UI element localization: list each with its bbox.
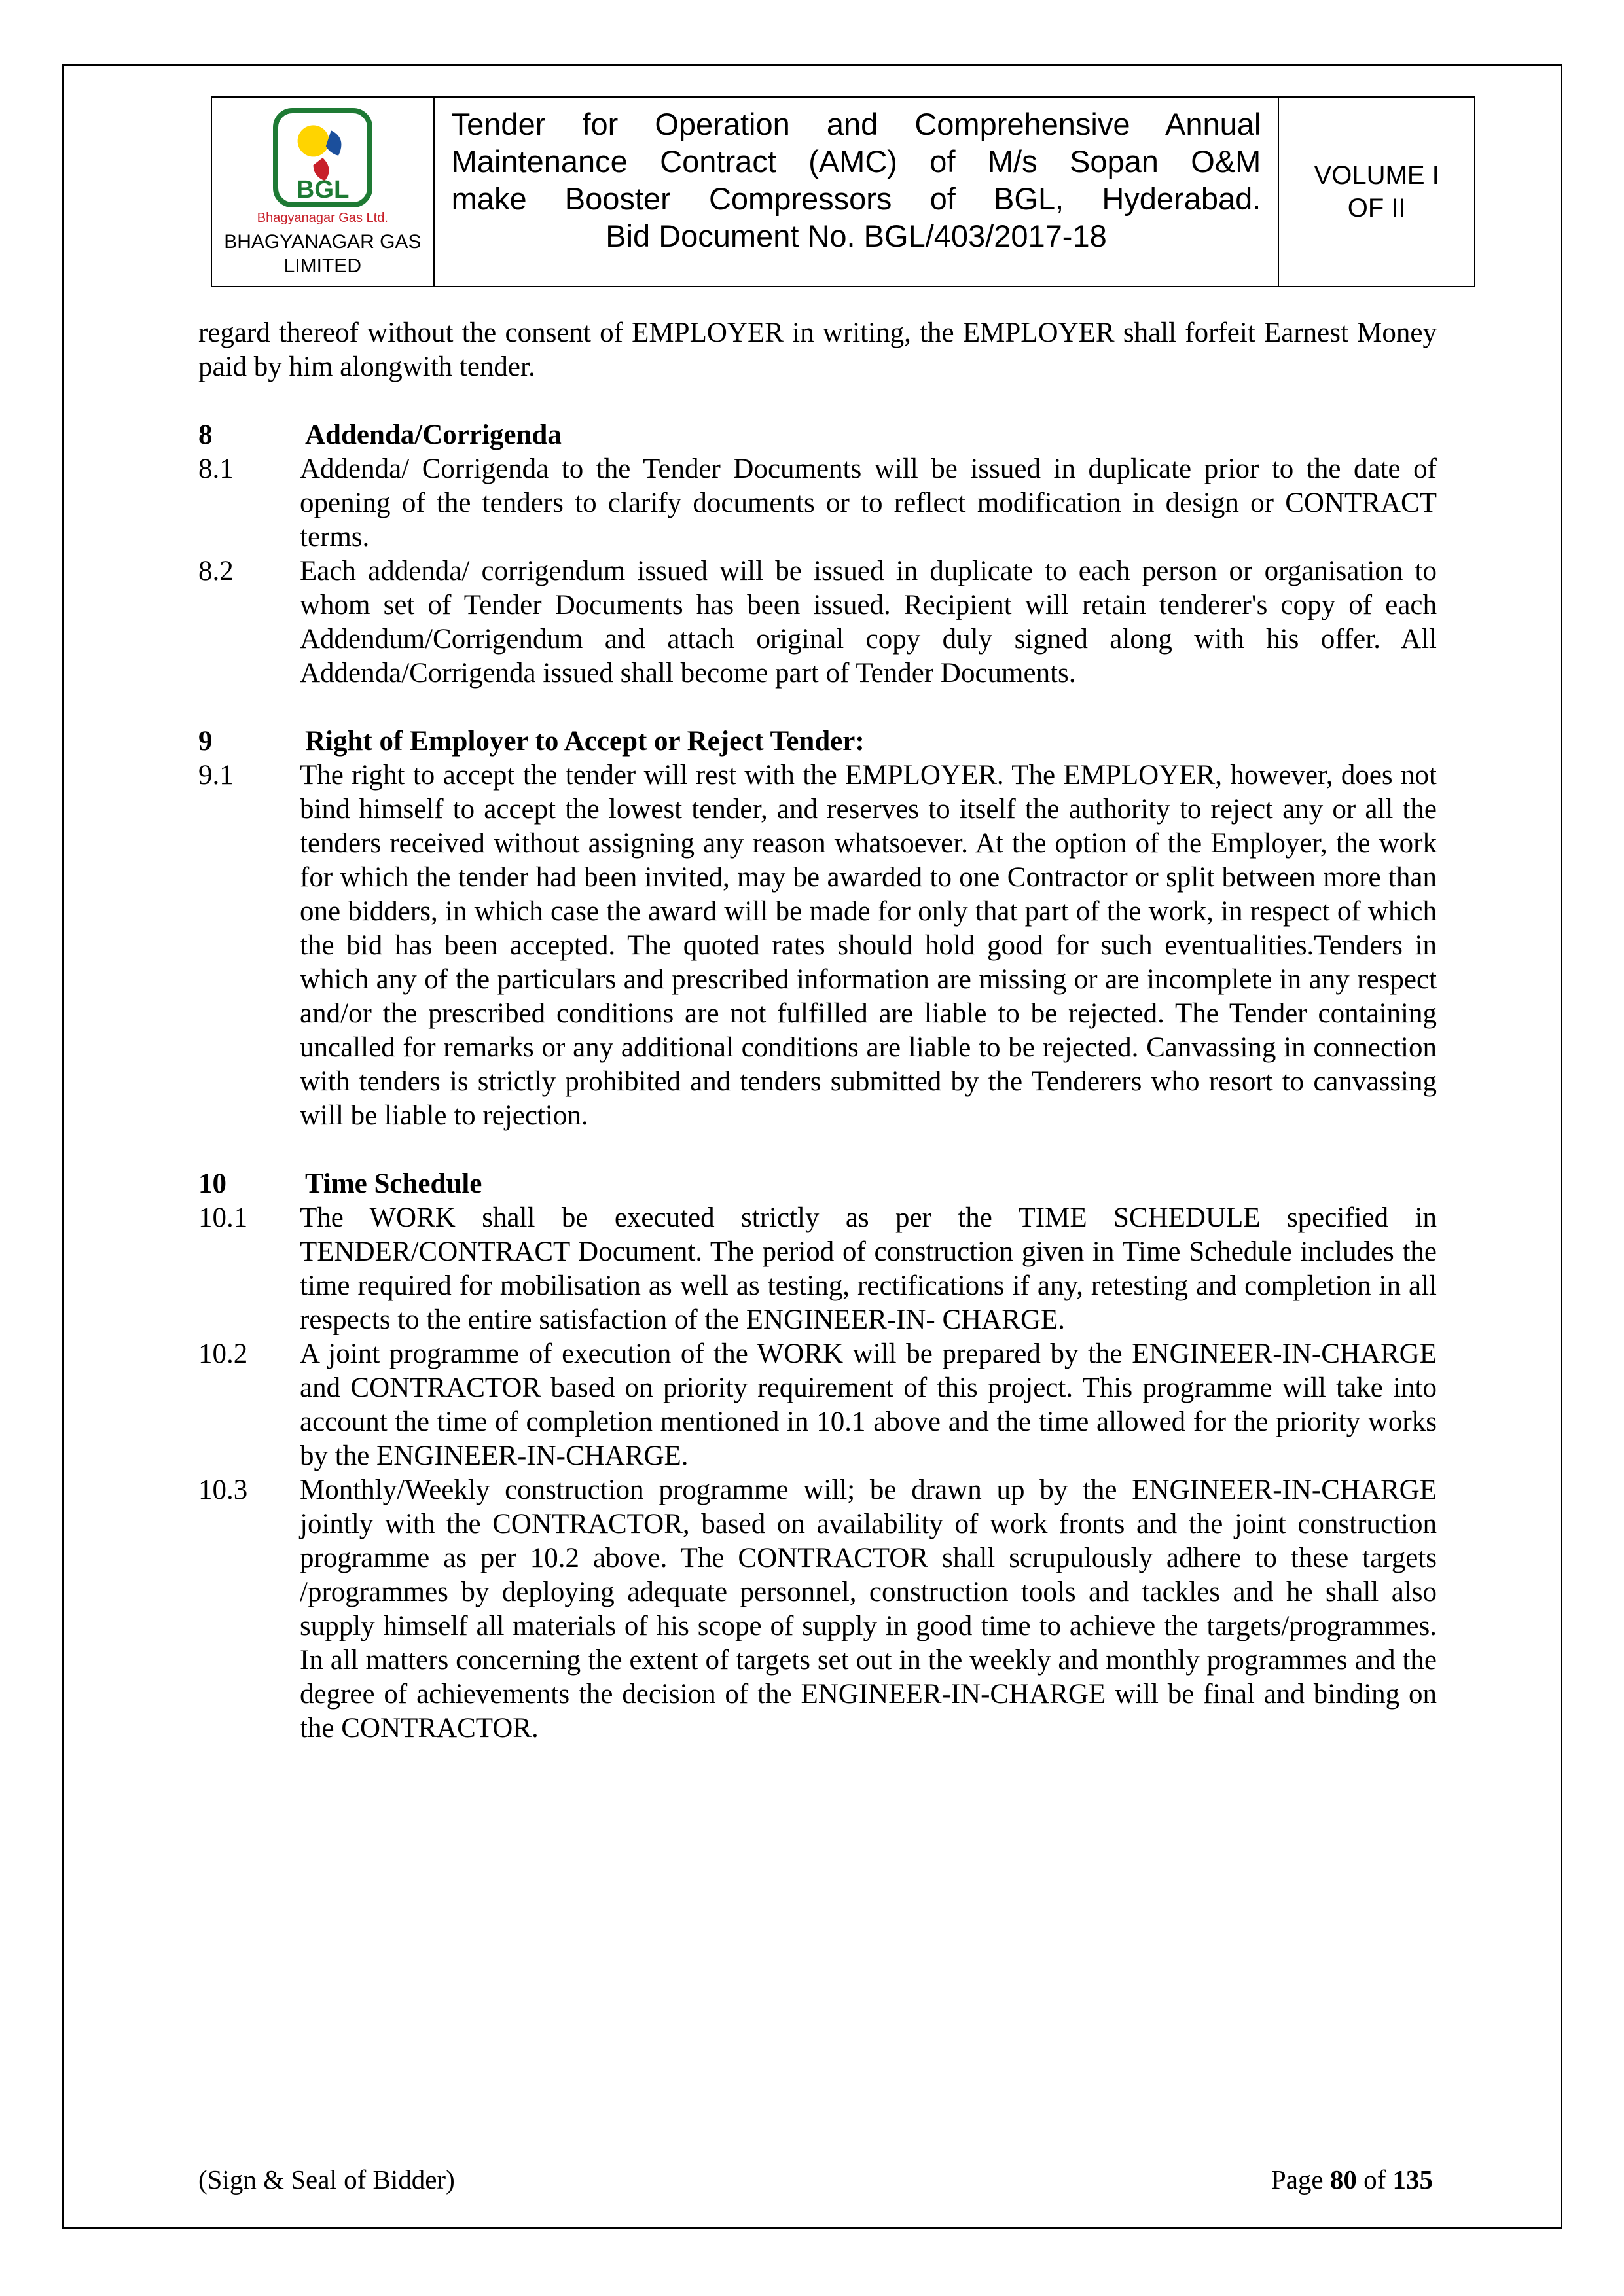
- page-number: 80: [1329, 2164, 1357, 2195]
- section-title: Time Schedule: [305, 1168, 482, 1199]
- clause-number: 9.1: [198, 760, 234, 791]
- volume-line2: OF II: [1347, 194, 1406, 223]
- clause-9-1: [198, 759, 1437, 1133]
- document-body: [198, 316, 1437, 1746]
- section-number: 9: [198, 726, 213, 757]
- document-header-table: [211, 96, 1475, 287]
- org-name-line1: BHAGYANAGAR GAS: [224, 231, 422, 253]
- clause-10-1: [198, 1201, 1437, 1337]
- org-name: [224, 230, 421, 278]
- clause-text: The right to accept the tender will rest with the EMPLOYER. The EMPLOYER, however, does not bind himself to accept the lowest tender, and reserves to itself the authority to reject any or all the tenders received without assigning any reason whatsoever. At the option of the Employer, the work for which the tender had been invited, may be awarded to one Contractor or split between more than one bidders, in which case the award will be made for only that part of the work, in respect of which the bid has been accepted. The quoted rates should hold good for such eventualities.Tenders in which any of the particulars and prescribed information are missing or are incomplete in any respect and/or the prescribed conditions are not fulfilled are liable to be rejected. The Tender containing uncalled for remarks or any additional conditions are liable to be rejected. Canvassing in connection with tenders is strictly prohibited and tenders submitted by the Tenderers who resort to canvassing will be liable to rejection.: [300, 760, 1437, 1131]
- clause-10-2: [198, 1337, 1437, 1473]
- tender-title-line2: Maintenance Contract (AMC) of M/s Sopan O&M: [451, 144, 1261, 179]
- tender-title-line1: Tender for Operation and Comprehensive Annual: [451, 107, 1261, 141]
- clause-number: 10.1: [198, 1202, 248, 1233]
- clause-text: Each addenda/ corrigendum issued will be issued in duplicate to each person or organisation to whom set of Tender Documents has been issued. Recipient will retain tenderer's copy of each Addendum/Corrigendum and attach original copy duly signed along with his offer. All Addenda/Corrigenda issued shall become part of Tender Documents.: [300, 556, 1437, 689]
- page-footer: [198, 2163, 1433, 2196]
- of-word: of: [1363, 2164, 1386, 2195]
- page-word: Page: [1271, 2164, 1324, 2195]
- clause-text: The WORK shall be executed strictly as per the TIME SCHEDULE specified in TENDER/CONTRACT Document. The period of construction given in Time Schedule includes the time required for mobilisation as well as testing, rectifications if any, retesting and completion in all respects to the entire satisfaction of the ENGINEER-IN- CHARGE.: [300, 1202, 1437, 1335]
- clause-text: Monthly/Weekly construction programme will; be drawn up by the ENGINEER-IN-CHARGE jointly with the CONTRACTOR, based on availability of work fronts and the joint construction programme as per 10.2 above. The CONTRACTOR shall scrupulously adhere to these targets /programmes by deploying adequate personnel, construction tools and tackles and he shall also supply himself all materials of his scope of supply in good time to achieve the targets/programmes. In all matters concerning the extent of targets set out in the weekly and monthly programmes and the degree of achievements the decision of the ENGINEER-IN-CHARGE will be final and binding on the CONTRACTOR.: [300, 1475, 1437, 1744]
- section-9-heading: [198, 725, 1437, 759]
- section-10-heading: [198, 1167, 1437, 1201]
- logo-caption: Bhagyanagar Gas Ltd.: [257, 211, 388, 225]
- clause-number: 8.2: [198, 556, 234, 586]
- bgl-logo-icon: [270, 105, 375, 210]
- clause-number: 10.2: [198, 1338, 248, 1369]
- section-8-heading: [198, 418, 1437, 452]
- section-title: Addenda/Corrigenda: [305, 420, 562, 450]
- clause-8-1: [198, 452, 1437, 554]
- svg-text:BGL: BGL: [296, 175, 350, 204]
- section-number: 8: [198, 420, 213, 450]
- page-number-indicator: [1271, 2163, 1433, 2196]
- section-10: [198, 1167, 1437, 1746]
- page-total: 135: [1392, 2164, 1433, 2195]
- bid-document-number: Bid Document No. BGL/403/2017-18: [605, 219, 1107, 253]
- section-9: [198, 725, 1437, 1133]
- section-8: [198, 418, 1437, 691]
- volume-line1: VOLUME I: [1314, 161, 1439, 190]
- tender-title-line3: make Booster Compressors of BGL, Hyderabad.: [451, 181, 1261, 216]
- clause-text: A joint programme of execution of the WORK will be prepared by the ENGINEER-IN-CHARGE and CONTRACTOR based on priority requirement of this project. This programme will take into account the time of completion mentioned in 10.1 above and the time allowed for the priority works by the ENGINEER-IN-CHARGE.: [300, 1338, 1437, 1471]
- header-title-cell: [435, 98, 1280, 286]
- clause-number: 8.1: [198, 454, 234, 484]
- header-volume-cell: [1279, 98, 1474, 286]
- section-title: Right of Employer to Accept or Reject Tender:: [305, 726, 865, 757]
- header-logo-cell: [212, 98, 435, 286]
- clause-8-2: [198, 554, 1437, 691]
- clause-text: Addenda/ Corrigenda to the Tender Documents will be issued in duplicate prior to the date of opening of the tenders to clarify documents or to reflect modification in design or CONTRACT terms.: [300, 454, 1437, 552]
- sign-seal-label: (Sign & Seal of Bidder): [198, 2164, 455, 2195]
- section-number: 10: [198, 1168, 226, 1199]
- page-border-frame: [62, 64, 1562, 2229]
- clause-number: 10.3: [198, 1475, 248, 1505]
- org-name-line2: LIMITED: [283, 255, 361, 277]
- intro-paragraph: regard thereof without the consent of EMPLOYER in writing, the EMPLOYER shall forfeit Earnest Money paid by him alongwith tender.: [198, 317, 1437, 382]
- clause-10-3: [198, 1473, 1437, 1746]
